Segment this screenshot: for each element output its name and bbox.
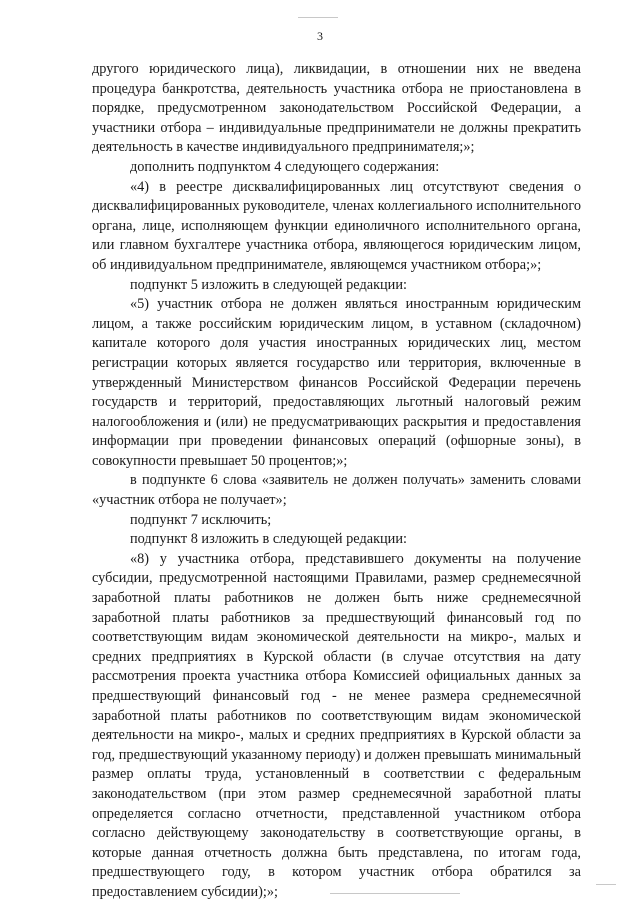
paragraph-subclause-8-intro: подпункт 8 изложить в следующей редакции: xyxy=(130,531,407,548)
scan-mark-top xyxy=(298,17,338,18)
document-body xyxy=(92,60,581,903)
paragraph-continuation: другого юридического лица), ликвидации, в отношении них не введена процедура банкротства, деятельность участника отбора не приостановлена в порядке, предусмотренном законодательством Российской Федерации, а участники отбора – индивидуальные предприниматели не должны прекратить деятельность в качестве индивидуального предпринимателя;»; xyxy=(92,61,581,156)
paragraph-subclause-5-intro: подпункт 5 изложить в следующей редакции: xyxy=(130,276,407,293)
page-number: 3 xyxy=(317,29,323,43)
paragraph-subclause-4-text: «4) в реестре дисквалифицированных лиц отсутствуют сведения о дисквалифицированных руководителе, членах коллегиального исполнительного органа, лице, исполняющем функции единоличного исполнительного органа, или главном бухгалтере участника отбора, являющегося юридическим лицом, об индивидуальном предпринимателе, являющемся участником отбора;»; xyxy=(92,178,581,273)
paragraph-subclause-8-text: «8) у участника отбора, представившего документы на получение субсидии, предусмотренной настоящими Правилами, размер среднемесячной заработной платы работников не должен быть ниже среднемесячной заработной платы работников за предшествующий финансовый год по соответствующим видам экономической деятельности на микро-, малых и средних предприятиях в Курской области (в случае отсутствия на дату рассмотрения проекта участника отбора Комиссией официальных данных за предшествующий финансовый год - не менее размера среднемесячной заработной платы работников по соответствующим видам экономической деятельности на микро-, малых и средних предприятиях в Курской области за год, предшествующий указанному периоду) и должен превышать минимальный размер оплаты труда, установленный в соответствии с федеральным законодательством (при этом размер среднемесячной заработной платы определяется согласно отчетности, представленной участником отбора согласно действующему законодательству в соответствующие органы, в которые данная отчетность должна быть представлена, по итогам года, предшествующего году, в котором участник отбора обратился за предоставлением субсидии);»; xyxy=(92,550,581,900)
paragraph-subclause-6: в подпункте 6 слова «заявитель не должен получать» заменить словами «участник отбора не получает»; xyxy=(92,472,581,509)
paragraph-add-subclause-4: дополнить подпунктом 4 следующего содержания: xyxy=(130,158,440,175)
paragraph-subclause-5-text: «5) участник отбора не должен являться иностранным юридическим лицом, а также российским юридическим лицом, в уставном (складочном) капитале которого доля участия иностранных юридических лиц, местом регистрации которых является государство или территория, включенные в утвержденный Министерством финансов Российской Федерации перечень государств и территорий, предоставляющих льготный налоговый режим налогообложения и (или) не предусматривающих раскрытия и предоставления информации при проведении финансовых операций (офшорные зоны), в совокупности превышает 50 процентов;»; xyxy=(92,296,581,469)
paragraph-subclause-7: подпункт 7 исключить; xyxy=(130,511,272,528)
scan-mark-right xyxy=(596,884,616,885)
